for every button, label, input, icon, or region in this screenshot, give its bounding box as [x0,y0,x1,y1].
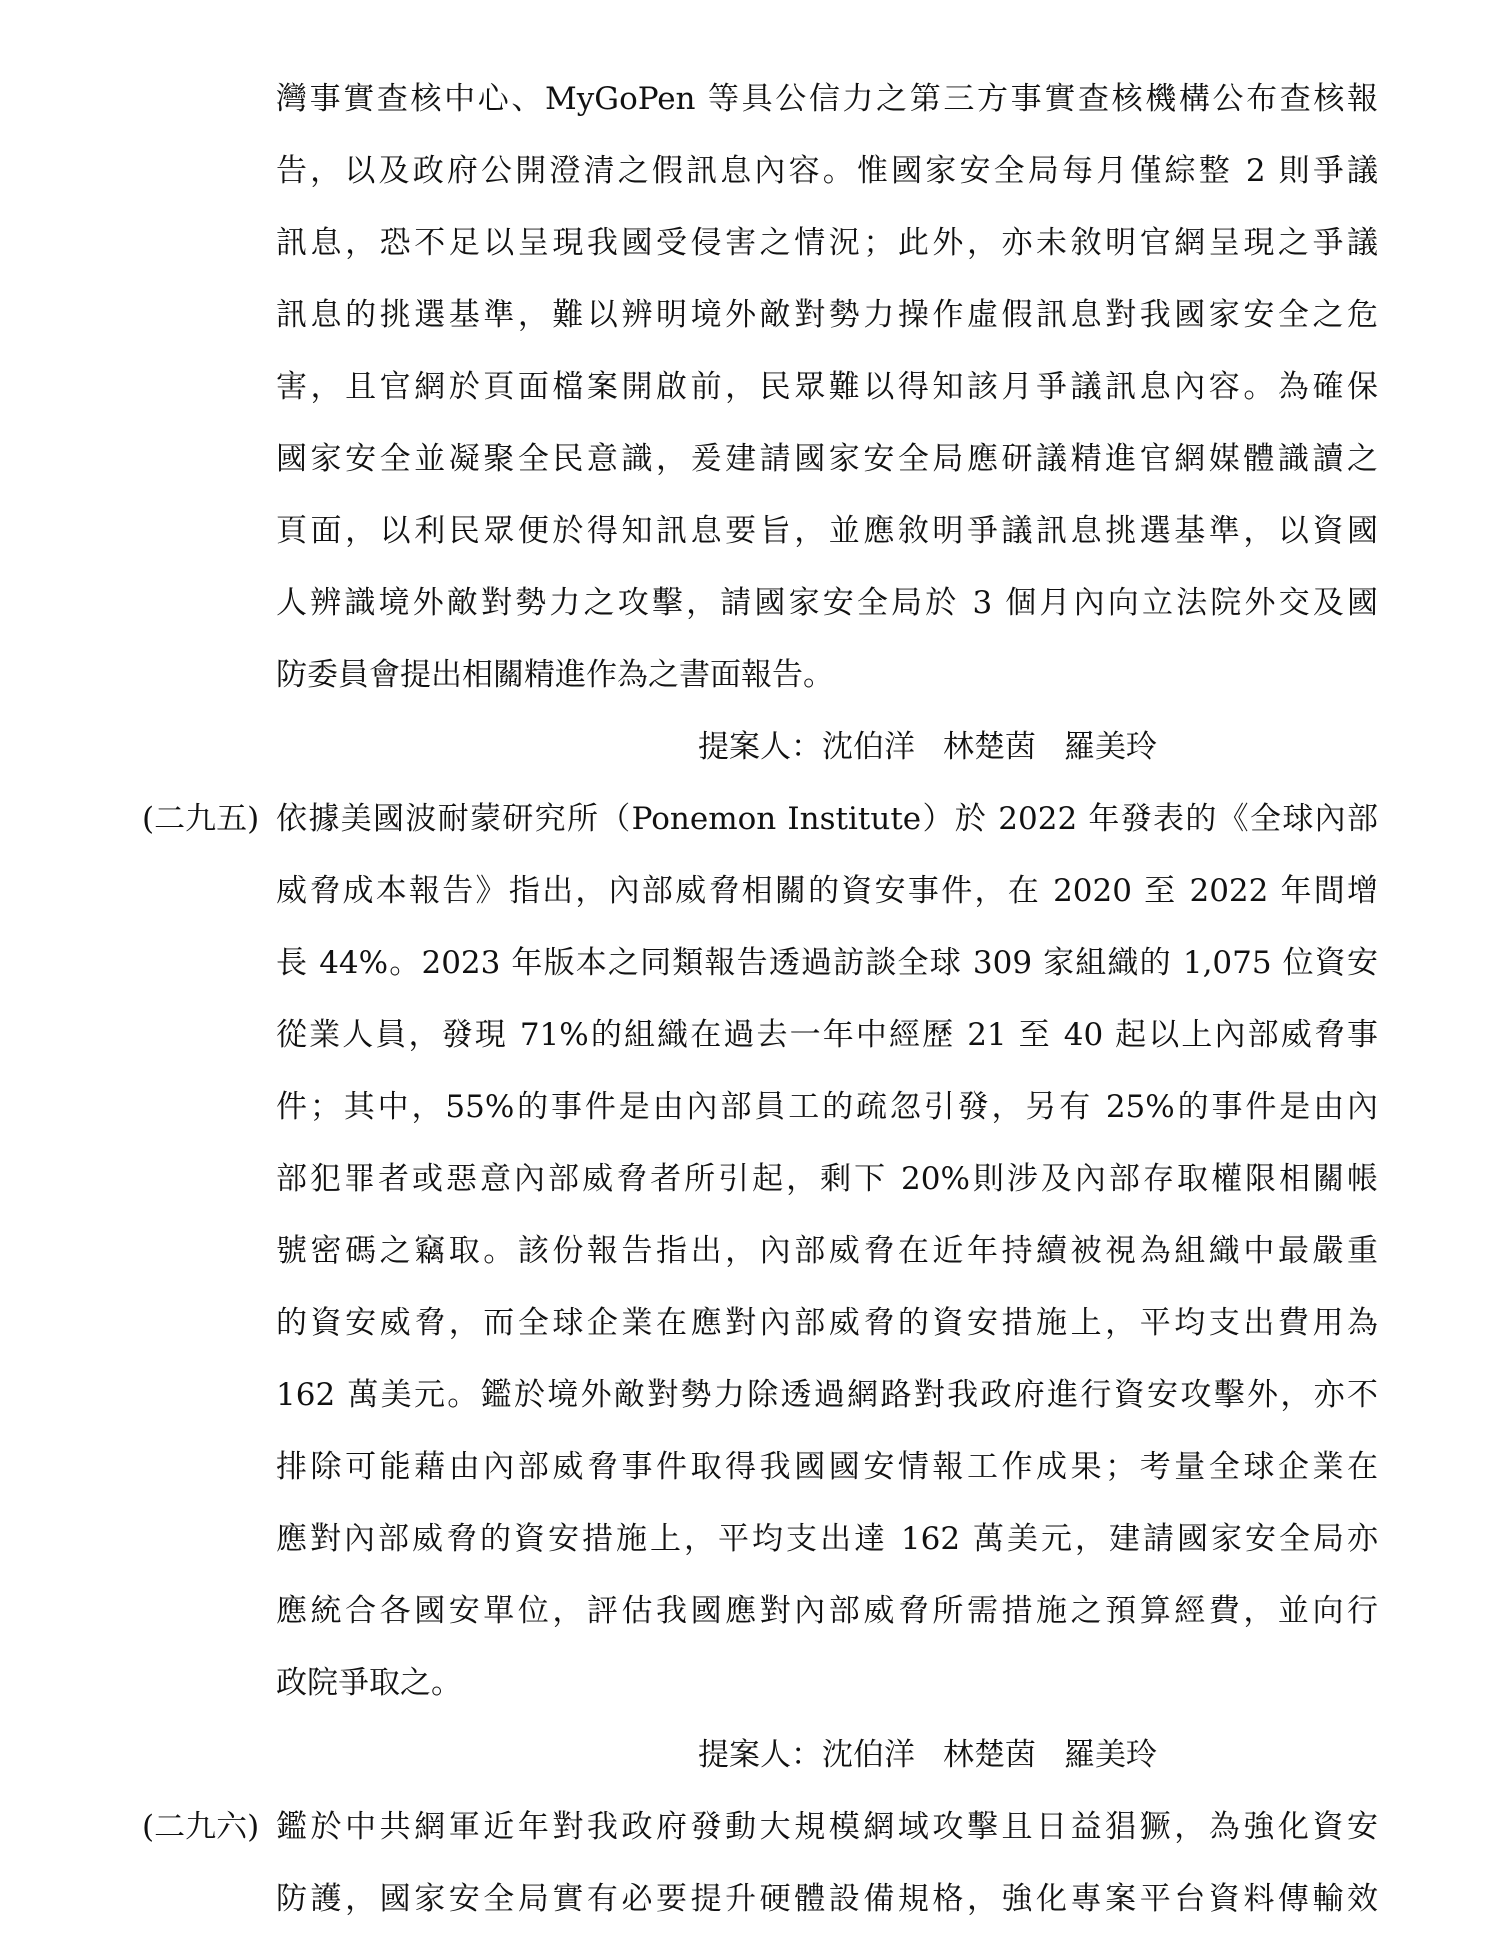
paragraph-line: 件；其中，55%的事件是由內部員工的疏忽引發，另有 25%的事件是由內 [276,1089,1378,1125]
paragraph-line: 害，且官網於頁面檔案開啟前，民眾難以得知該月爭議訊息內容。為確保 [276,369,1378,405]
proposer-signature [698,711,1157,783]
cosigner-name: 羅美玲 [1064,729,1157,765]
paragraph-line: 從業人員，發現 71%的組織在過去一年中經歷 21 至 40 起以上內部威脅事 [276,1017,1378,1053]
cosigner-name: 羅美玲 [1064,1737,1157,1773]
paragraph-line: 政院爭取之。 [276,1665,462,1701]
paragraph-line: 訊息，恐不足以呈現我國受侵害之情況；此外，亦未敘明官網呈現之爭議 [276,225,1378,261]
paragraph-line: 訊息的挑選基準，難以辨明境外敵對勢力操作虛假訊息對我國家安全之危 [276,297,1378,333]
paragraph-line: 頁面，以利民眾便於得知訊息要旨，並應敘明爭議訊息挑選基準，以資國 [276,513,1378,549]
proposer-label: 提案人：沈伯洋 [698,729,915,765]
proposer-label: 提案人：沈伯洋 [698,1737,915,1773]
paragraph-line: 號密碼之竊取。該份報告指出，內部威脅在近年持續被視為組織中最嚴重 [276,1233,1378,1269]
cosigner-name: 林楚茵 [943,729,1036,765]
paragraph-line: 依據美國波耐蒙研究所（Ponemon Institute）於 2022 年發表的《全球內部 [276,801,1378,837]
paragraph-line: 國家安全並凝聚全民意識，爰建請國家安全局應研議精進官網媒體識讀之 [276,441,1378,477]
paragraph-line: 鑑於中共網軍近年對我政府發動大規模網域攻擊且日益猖獗，為強化資安 [276,1809,1378,1845]
paragraph-line: 告，以及政府公開澄清之假訊息內容。惟國家安全局每月僅綜整 2 則爭議 [276,153,1378,189]
paragraph-line: 162 萬美元。鑑於境外敵對勢力除透過網路對我政府進行資安攻擊外，亦不 [276,1377,1378,1413]
paragraph-line: 應對內部威脅的資安措施上，平均支出達 162 萬美元，建請國家安全局亦 [276,1521,1378,1557]
paragraph-line: 威脅成本報告》指出，內部威脅相關的資安事件，在 2020 至 2022 年間增 [276,873,1378,909]
paragraph-line: 部犯罪者或惡意內部威脅者所引起，剩下 20%則涉及內部存取權限相關帳 [276,1161,1378,1197]
paragraph-line: 人辨識境外敵對勢力之攻擊，請國家安全局於 3 個月內向立法院外交及國 [276,585,1378,621]
paragraph-line: 排除可能藉由內部威脅事件取得我國國安情報工作成果；考量全球企業在 [276,1449,1378,1485]
paragraph-line: 防護，國家安全局實有必要提升硬體設備規格，強化專案平台資料傳輸效 [276,1881,1378,1917]
cosigner-name: 林楚茵 [943,1737,1036,1773]
proposer-signature [698,1719,1157,1791]
paragraph-line: 長 44%。2023 年版本之同類報告透過訪談全球 309 家組織的 1,075 位資安 [276,945,1378,981]
paragraph-line: 防委員會提出相關精進作為之書面報告。 [276,657,834,693]
item-number-label: (二九六) [142,1809,260,1845]
paragraph-line: 的資安威脅，而全球企業在應對內部威脅的資安措施上，平均支出費用為 [276,1305,1378,1341]
paragraph-line: 應統合各國安單位，評估我國應對內部威脅所需措施之預算經費，並向行 [276,1593,1378,1629]
paragraph-line: 灣事實查核中心、MyGoPen 等具公信力之第三方事實查核機構公布查核報 [276,81,1378,117]
item-number-label: (二九五) [142,801,260,837]
